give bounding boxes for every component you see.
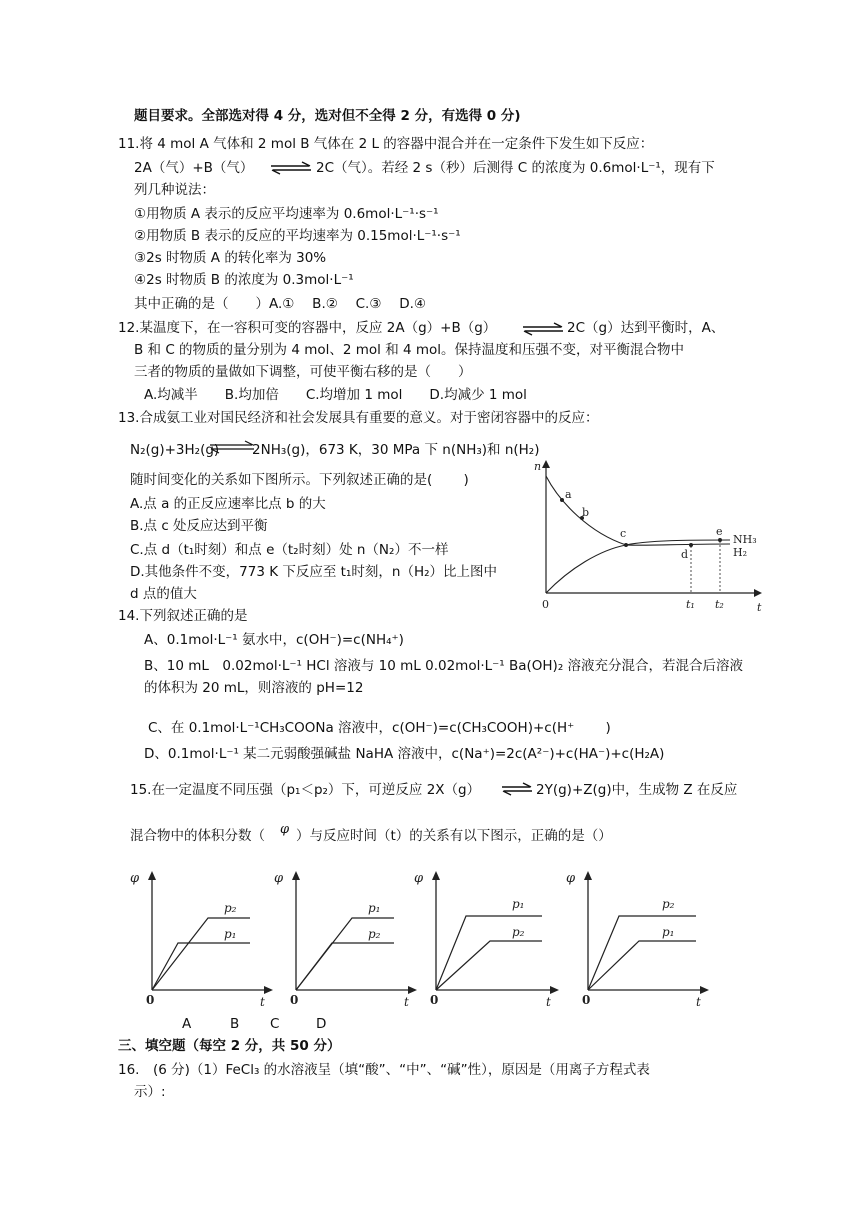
h2-curve (546, 476, 730, 545)
point-a (560, 498, 564, 502)
label-t1: t₁ (686, 598, 695, 611)
t-axis-label: t (404, 995, 409, 1009)
phi-axis-label: φ (130, 871, 140, 886)
top-curve-label: p₁ (512, 897, 525, 911)
bottom-curve-label: p₂ (368, 927, 381, 941)
q13-option-a: A.点 a 的正反应速率比点 b 的大 (130, 496, 326, 512)
equilibrium-arrow-icon (208, 440, 256, 454)
q11-question: 其中正确的是（ ）A.① B.② C.③ D.④ (134, 296, 427, 312)
label-h2: H₂ (733, 546, 748, 559)
q11-stem: 11.将 4 mol A 气体和 2 mol B 气体在 2 L 的容器中混合并在一定条件下发生如下反应： (118, 136, 654, 152)
q11-equation-left: 2A（气）+B（气） (134, 160, 254, 176)
graph-label-a: A (182, 1016, 192, 1032)
q12-line2: B 和 C 的物质的量分别为 4 mol、2 mol 和 4 mol。保持温度和压强不变，对平衡混合物中 (134, 342, 685, 358)
origin-label: 0 (146, 993, 155, 1007)
phi-axis-label: φ (274, 871, 284, 886)
q11-statement-1: ①用物质 A 表示的反应平均速率为 0.6mol·L⁻¹·s⁻¹ (134, 206, 439, 222)
origin-label: 0 (290, 993, 299, 1007)
q13-graph (530, 458, 770, 618)
bottom-curve-label: p₂ (512, 925, 525, 939)
label-d: d (681, 548, 689, 561)
graph-label-d: D (316, 1016, 327, 1032)
top-curve-label: p₁ (368, 901, 381, 915)
top-curve-label: p₂ (224, 901, 237, 915)
q15-graph-c (412, 868, 567, 1008)
t-axis-label: t (260, 995, 265, 1009)
q11-equation-right: 2C（气）。若经 2 s（秒）后测得 C 的浓度为 0.6mol·L⁻¹，现有下 (316, 160, 715, 176)
q14-option-d: D、0.1mol·L⁻¹ 某二元弱酸强碱盐 NaHA 溶液中，c(Na⁺)=2c(A²⁻)+c(HA⁻)+c(H₂A) (144, 746, 665, 762)
q11-statement-4: ④2s 时物质 B 的浓度为 0.3mol·L⁻¹ (134, 272, 354, 288)
q13-option-c: C.点 d（t₁时刻）和点 e（t₂时刻）处 n（N₂）不一样 (130, 542, 449, 558)
t-axis-label: t (546, 995, 551, 1009)
label-a: a (565, 488, 572, 501)
origin-label: 0 (430, 993, 439, 1007)
phi-axis-label: φ (566, 871, 576, 886)
q13-graph-origin: 0 (542, 598, 549, 611)
q11-line3: 列几种说法： (134, 182, 215, 198)
q12-line1b: 2C（g）达到平衡时，A、 (567, 320, 725, 336)
q14-option-b: B、10 mL 0.02mol·L⁻¹ HCl 溶液与 10 mL 0.02mol·L⁻¹ Ba(OH)₂ 溶液充分混合，若混合后溶液 (144, 658, 744, 674)
label-e: e (716, 525, 723, 538)
origin-label: 0 (582, 993, 591, 1007)
phi-axis-label: φ (414, 871, 424, 886)
q12-line1a: 12.某温度下，在一容积可变的容器中，反应 2A（g）+B（g） (118, 320, 497, 336)
equilibrium-arrow-icon (269, 160, 313, 176)
q16-line1: 16. (6 分)（1）FeCl₃ 的水溶液呈（填“酸”、“中”、“碱”性），原因是（用离子方程式表 (118, 1062, 650, 1078)
section-3-heading: 三、填空题（每空 2 分，共 50 分） (118, 1038, 341, 1054)
t-axis-label: t (696, 995, 701, 1009)
q11-statement-3: ③2s 时物质 A 的转化率为 30% (134, 250, 327, 266)
equilibrium-arrow-icon (500, 781, 534, 797)
bottom-curve-label: p₁ (662, 925, 675, 939)
q13-option-d-cont: d 点的值大 (130, 586, 197, 602)
instruction-text: 题目要求。全部选对得 4 分，选对但不全得 2 分，有选得 0 分) (134, 108, 521, 124)
label-t2: t₂ (715, 598, 724, 611)
q14-option-a: A、0.1mol·L⁻¹ 氨水中，c(OH⁻)=c(NH₄⁺) (144, 632, 404, 648)
point-c (624, 543, 628, 547)
q14-option-b-cont: 的体积为 20 mL，则溶液的 pH=12 (144, 680, 364, 696)
q12-options: A.均减半 B.均加倍 C.均增加 1 mol D.均减少 1 mol (144, 387, 527, 403)
q13-graph-ylabel: n (534, 460, 542, 473)
q15-line1b: 2Y(g)+Z(g)中，生成物 Z 在反应 (536, 782, 738, 798)
q15-line1a: 15.在一定温度不同压强（p₁＜p₂）下，可逆反应 2X（g） (130, 782, 481, 798)
graph-label-c: C (270, 1016, 280, 1032)
q15-line2a: 混合物中的体积分数（ (130, 828, 265, 844)
equilibrium-arrow-icon (521, 321, 565, 337)
phi-symbol: φ (280, 822, 290, 837)
q13-line1: 13.合成氨工业对国民经济和社会发展具有重要的意义。对于密闭容器中的反应： (118, 410, 599, 426)
q15-line2b: ）与反应时间（t）的关系有以下图示，正确的是（） (296, 828, 612, 844)
q15-graph-a (128, 868, 278, 1008)
q11-statement-2: ②用物质 B 表示的反应的平均速率为 0.15mol·L⁻¹·s⁻¹ (134, 228, 461, 244)
q14-option-c: C、在 0.1mol·L⁻¹CH₃COONa 溶液中，c(OH⁻)=c(CH₃COOH)+c(H⁺ ) (148, 720, 611, 736)
q13-line3: 随时间变化的关系如下图所示。下列叙述正确的是( ) (130, 472, 469, 488)
q13-option-d: D.其他条件不变，773 K 下反应至 t₁时刻，n（H₂）比上图中 (130, 564, 498, 580)
q15-graph-b (272, 868, 422, 1008)
q13-equation-right: 2NH₃(g)，673 K，30 MPa 下 n(NH₃)和 n(H₂) (252, 442, 540, 458)
q12-line3: 三者的物质的量做如下调整，可使平衡右移的是（ ） (134, 364, 472, 380)
graph-label-b: B (230, 1016, 240, 1032)
q14-line1: 14.下列叙述正确的是 (118, 608, 248, 624)
label-c: c (620, 527, 627, 540)
q13-graph-xlabel: t (757, 601, 762, 614)
q13-option-b: B.点 c 处反应达到平衡 (130, 518, 268, 534)
nh3-curve (546, 540, 730, 593)
bottom-curve-label: p₁ (224, 927, 237, 941)
top-curve-label: p₂ (662, 897, 675, 911)
label-b: b (582, 506, 590, 519)
q13-equation-left: N₂(g)+3H₂(g) (130, 442, 220, 458)
label-nh3: NH₃ (733, 533, 757, 546)
q15-graph-d (564, 868, 714, 1008)
q16-line2: 示）: (134, 1084, 166, 1100)
